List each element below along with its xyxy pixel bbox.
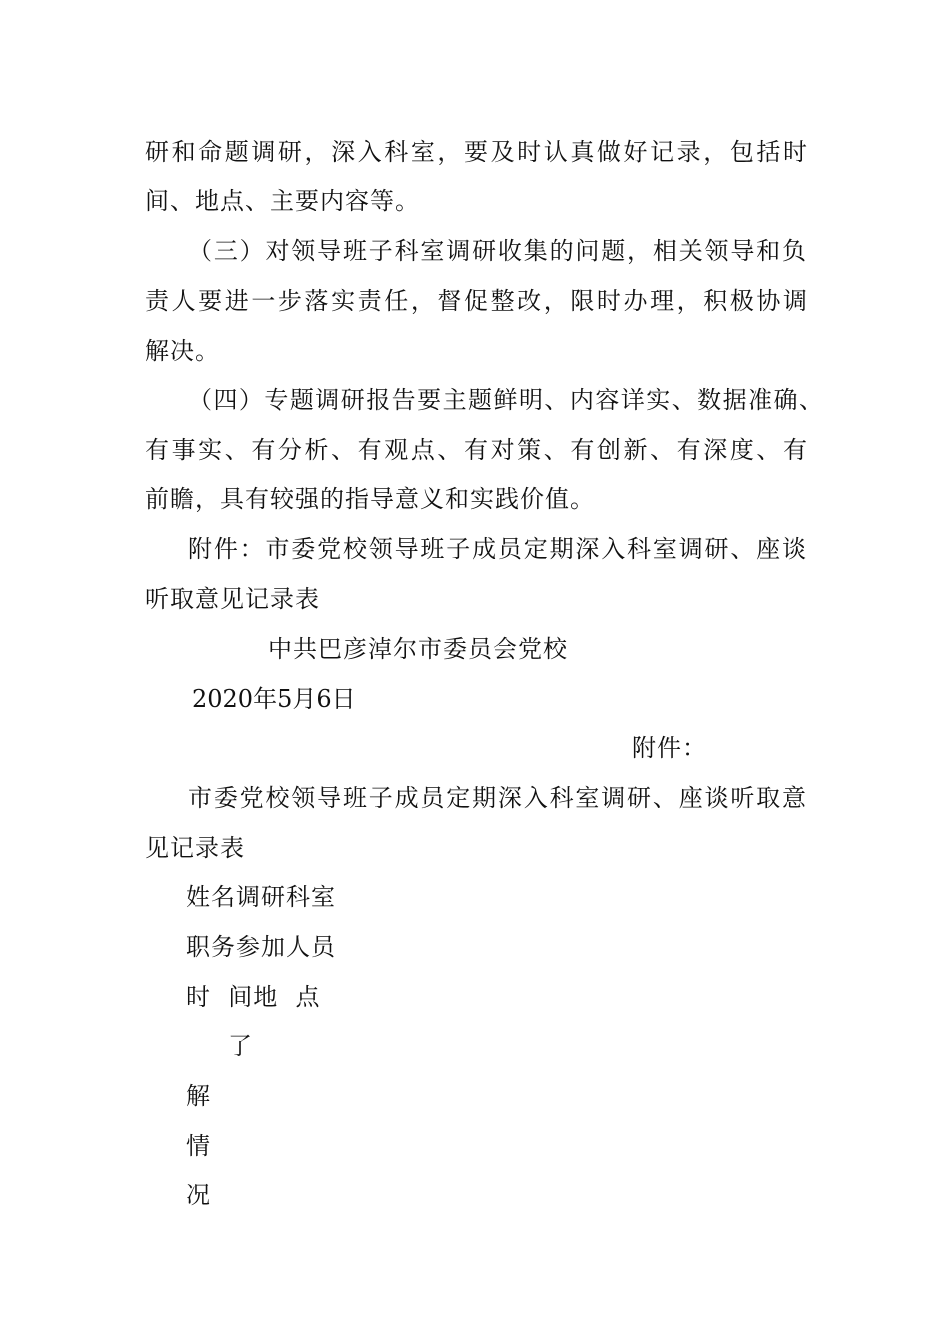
body-line-1: 研和命题调研，深入科室，要及时认真做好记录，包括时 xyxy=(145,138,807,166)
attachment-note-line-2: 听取意见记录表 xyxy=(145,585,320,613)
signature-organization: 中共巴彦淖尔市委员会党校 xyxy=(268,635,568,663)
section-four-line-3: 前瞻，具有较强的指导意义和实践价值。 xyxy=(145,485,595,513)
vertical-char-3: 情 xyxy=(186,1132,211,1160)
vertical-char-2: 解 xyxy=(186,1082,211,1110)
section-three-line-2: 责人要进一步落实责任，督促整改，限时办理，积极协调 xyxy=(145,287,807,315)
attachment-label: 附件： xyxy=(632,734,707,762)
attachment-title-line-2: 见记录表 xyxy=(145,834,245,862)
table-row-time-place: 时 间地 点 xyxy=(186,983,321,1011)
body-line-2: 间、地点、主要内容等。 xyxy=(145,187,420,215)
vertical-char-1: 了 xyxy=(228,1032,253,1060)
signature-date: 2020年5月6日 xyxy=(192,685,356,713)
section-four-line-2: 有事实、有分析、有观点、有对策、有创新、有深度、有 xyxy=(145,436,807,464)
attachment-title-line-1: 市委党校领导班子成员定期深入科室调研、座谈听取意 xyxy=(188,784,807,812)
table-row-position-participants: 职务参加人员 xyxy=(186,933,336,961)
section-three-line-1: （三）对领导班子科室调研收集的问题，相关领导和负 xyxy=(188,237,807,265)
table-row-name-dept: 姓名调研科室 xyxy=(186,883,336,911)
section-three-line-3: 解决。 xyxy=(145,337,220,365)
attachment-note-line-1: 附件：市委党校领导班子成员定期深入科室调研、座谈 xyxy=(188,535,807,563)
section-four-line-1: （四）专题调研报告要主题鲜明、内容详实、数据准确、 xyxy=(188,386,824,414)
vertical-char-4: 况 xyxy=(186,1181,211,1209)
